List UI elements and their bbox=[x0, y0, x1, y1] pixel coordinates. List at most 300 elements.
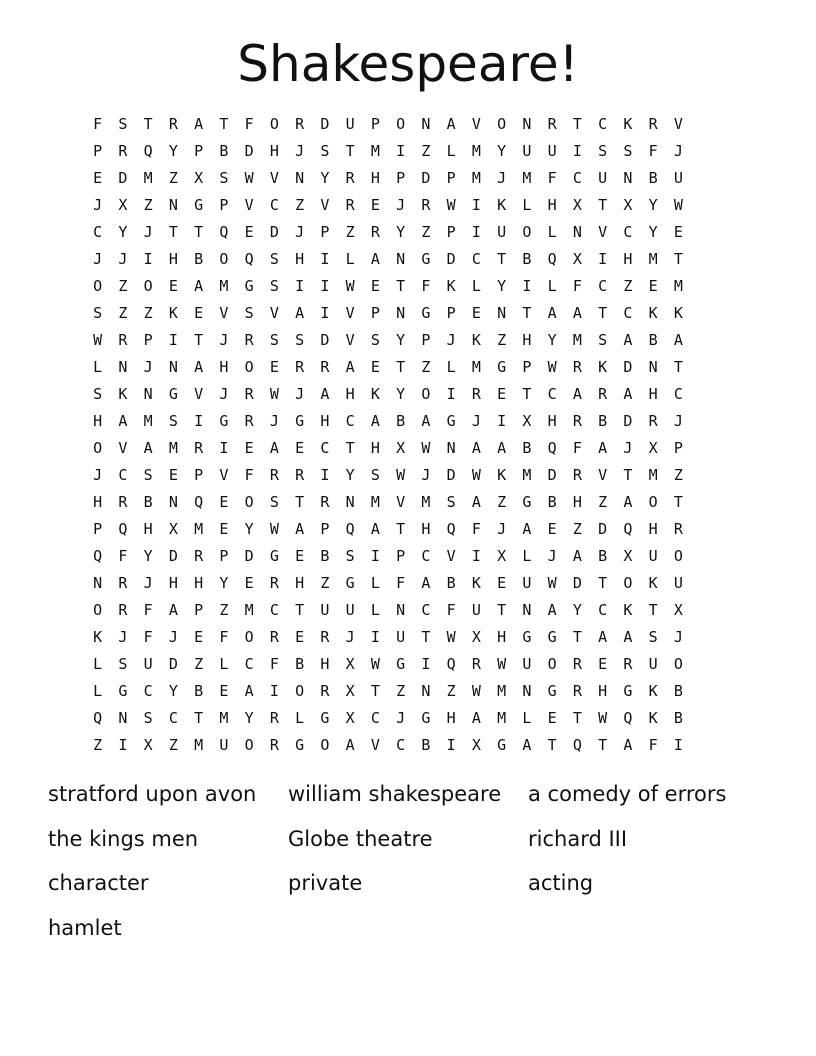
grid-letter: T bbox=[522, 385, 532, 403]
grid-letter: O bbox=[93, 277, 103, 295]
word-list-item: stratford upon avon bbox=[48, 782, 257, 806]
grid-letter: I bbox=[194, 412, 204, 430]
grid-letter: D bbox=[623, 358, 633, 376]
grid-row bbox=[85, 246, 691, 273]
grid-letter: K bbox=[497, 196, 507, 214]
grid-letter: G bbox=[269, 547, 279, 565]
grid-letter: A bbox=[623, 628, 633, 646]
grid-letter: V bbox=[269, 304, 279, 322]
grid-letter: G bbox=[168, 385, 178, 403]
grid-letter: O bbox=[648, 493, 658, 511]
grid-letter: S bbox=[143, 709, 153, 727]
grid-letter: R bbox=[269, 709, 279, 727]
grid-letter: L bbox=[522, 547, 532, 565]
grid-letter: J bbox=[623, 439, 633, 457]
grid-letter: N bbox=[446, 439, 456, 457]
grid-letter: P bbox=[194, 142, 204, 160]
grid-letter: H bbox=[648, 520, 658, 538]
grid-row bbox=[85, 462, 691, 489]
grid-letter: H bbox=[547, 412, 557, 430]
grid-letter: U bbox=[648, 547, 658, 565]
grid-letter: I bbox=[446, 385, 456, 403]
grid-letter: K bbox=[471, 331, 481, 349]
grid-letter: E bbox=[295, 439, 305, 457]
word-list-item: a comedy of errors bbox=[528, 782, 727, 806]
grid-letter: G bbox=[295, 736, 305, 754]
grid-letter: M bbox=[522, 169, 532, 187]
grid-letter: X bbox=[118, 196, 128, 214]
grid-letter: M bbox=[244, 601, 254, 619]
grid-letter: B bbox=[598, 412, 608, 430]
grid-letter: B bbox=[522, 250, 532, 268]
grid-letter: T bbox=[673, 250, 683, 268]
grid-letter: Z bbox=[396, 682, 406, 700]
grid-letter: D bbox=[118, 169, 128, 187]
grid-letter: V bbox=[269, 169, 279, 187]
grid-letter: R bbox=[295, 115, 305, 133]
grid-letter: Z bbox=[345, 223, 355, 241]
grid-letter: D bbox=[168, 655, 178, 673]
grid-letter: Z bbox=[623, 277, 633, 295]
grid-letter: P bbox=[194, 601, 204, 619]
grid-letter: C bbox=[168, 709, 178, 727]
grid-letter: J bbox=[118, 628, 128, 646]
grid-letter: E bbox=[219, 520, 229, 538]
grid-letter: R bbox=[244, 385, 254, 403]
grid-letter: C bbox=[421, 547, 431, 565]
grid-letter: W bbox=[421, 439, 431, 457]
grid-letter: J bbox=[673, 628, 683, 646]
grid-letter: G bbox=[219, 412, 229, 430]
grid-letter: K bbox=[168, 304, 178, 322]
grid-letter: L bbox=[522, 709, 532, 727]
grid-letter: S bbox=[219, 169, 229, 187]
grid-letter: H bbox=[623, 250, 633, 268]
grid-letter: A bbox=[194, 115, 204, 133]
grid-letter: A bbox=[370, 412, 380, 430]
grid-letter: T bbox=[168, 223, 178, 241]
grid-letter: U bbox=[345, 601, 355, 619]
grid-letter: R bbox=[244, 412, 254, 430]
grid-letter: P bbox=[194, 466, 204, 484]
grid-letter: O bbox=[547, 655, 557, 673]
grid-letter: S bbox=[370, 331, 380, 349]
grid-letter: O bbox=[244, 358, 254, 376]
grid-letter: Q bbox=[446, 655, 456, 673]
grid-letter: U bbox=[522, 142, 532, 160]
grid-row bbox=[85, 300, 691, 327]
grid-letter: D bbox=[446, 466, 456, 484]
grid-letter: P bbox=[143, 331, 153, 349]
grid-letter: V bbox=[118, 439, 128, 457]
grid-letter: O bbox=[623, 574, 633, 592]
grid-letter: M bbox=[194, 520, 204, 538]
grid-letter: A bbox=[421, 412, 431, 430]
grid-letter: F bbox=[572, 439, 582, 457]
grid-letter: H bbox=[370, 169, 380, 187]
letter-grid bbox=[85, 111, 691, 759]
grid-letter: H bbox=[370, 439, 380, 457]
grid-letter: A bbox=[547, 601, 557, 619]
grid-letter: L bbox=[370, 601, 380, 619]
grid-letter: T bbox=[598, 196, 608, 214]
grid-letter: R bbox=[421, 196, 431, 214]
grid-letter: T bbox=[295, 493, 305, 511]
grid-letter: A bbox=[118, 412, 128, 430]
grid-letter: E bbox=[547, 520, 557, 538]
word-list-item: hamlet bbox=[48, 915, 122, 940]
grid-letter: U bbox=[522, 574, 532, 592]
grid-letter: E bbox=[244, 439, 254, 457]
grid-letter: A bbox=[295, 304, 305, 322]
grid-letter: I bbox=[320, 466, 330, 484]
grid-letter: M bbox=[471, 169, 481, 187]
grid-letter: C bbox=[598, 115, 608, 133]
grid-letter: D bbox=[320, 331, 330, 349]
grid-letter: P bbox=[673, 439, 683, 457]
grid-letter: Q bbox=[194, 493, 204, 511]
grid-letter: A bbox=[471, 493, 481, 511]
grid-letter: F bbox=[269, 655, 279, 673]
grid-letter: I bbox=[598, 250, 608, 268]
grid-letter: T bbox=[673, 358, 683, 376]
grid-letter: F bbox=[143, 628, 153, 646]
grid-letter: R bbox=[320, 493, 330, 511]
grid-letter: K bbox=[598, 358, 608, 376]
grid-letter: E bbox=[370, 358, 380, 376]
grid-letter: R bbox=[648, 115, 658, 133]
grid-letter: O bbox=[673, 655, 683, 673]
grid-letter: W bbox=[446, 196, 456, 214]
grid-letter: M bbox=[143, 412, 153, 430]
grid-letter: V bbox=[219, 304, 229, 322]
grid-letter: S bbox=[168, 412, 178, 430]
grid-letter: Y bbox=[168, 142, 178, 160]
grid-letter: X bbox=[168, 520, 178, 538]
grid-letter: Y bbox=[345, 466, 355, 484]
grid-letter: V bbox=[396, 493, 406, 511]
grid-letter: U bbox=[396, 628, 406, 646]
grid-letter: B bbox=[421, 736, 431, 754]
grid-letter: L bbox=[370, 574, 380, 592]
grid-letter: D bbox=[244, 142, 254, 160]
grid-letter: M bbox=[370, 142, 380, 160]
grid-letter: H bbox=[143, 520, 153, 538]
grid-letter: Z bbox=[320, 574, 330, 592]
grid-letter: E bbox=[168, 277, 178, 295]
grid-letter: Z bbox=[118, 277, 128, 295]
grid-letter: T bbox=[623, 466, 633, 484]
grid-letter: A bbox=[522, 736, 532, 754]
grid-letter: Q bbox=[143, 142, 153, 160]
grid-letter: S bbox=[345, 547, 355, 565]
grid-letter: J bbox=[118, 250, 128, 268]
grid-letter: I bbox=[522, 277, 532, 295]
grid-letter: R bbox=[118, 142, 128, 160]
grid-row bbox=[85, 489, 691, 516]
grid-letter: R bbox=[572, 412, 582, 430]
grid-letter: O bbox=[93, 601, 103, 619]
grid-letter: W bbox=[244, 169, 254, 187]
grid-letter: A bbox=[623, 736, 633, 754]
grid-letter: B bbox=[648, 331, 658, 349]
word-list-item: william shakespeare bbox=[288, 782, 502, 806]
grid-letter: W bbox=[446, 628, 456, 646]
grid-letter: Y bbox=[320, 169, 330, 187]
grid-letter: X bbox=[648, 439, 658, 457]
grid-letter: F bbox=[547, 169, 557, 187]
grid-letter: T bbox=[194, 709, 204, 727]
grid-letter: L bbox=[547, 223, 557, 241]
grid-letter: Z bbox=[194, 655, 204, 673]
grid-letter: A bbox=[370, 250, 380, 268]
grid-letter: H bbox=[648, 385, 658, 403]
grid-letter: U bbox=[345, 115, 355, 133]
grid-letter: R bbox=[547, 115, 557, 133]
grid-letter: Q bbox=[118, 520, 128, 538]
grid-letter: J bbox=[93, 196, 103, 214]
grid-letter: N bbox=[168, 358, 178, 376]
grid-row bbox=[85, 678, 691, 705]
grid-letter: Y bbox=[396, 223, 406, 241]
grid-letter: I bbox=[497, 412, 507, 430]
grid-row bbox=[85, 138, 691, 165]
grid-letter: T bbox=[598, 304, 608, 322]
grid-letter: T bbox=[497, 250, 507, 268]
grid-letter: G bbox=[345, 574, 355, 592]
grid-letter: S bbox=[118, 115, 128, 133]
grid-letter: M bbox=[471, 142, 481, 160]
grid-letter: Q bbox=[623, 709, 633, 727]
grid-letter: D bbox=[244, 547, 254, 565]
grid-letter: T bbox=[396, 277, 406, 295]
grid-letter: Y bbox=[572, 601, 582, 619]
grid-letter: B bbox=[547, 493, 557, 511]
grid-letter: M bbox=[572, 331, 582, 349]
grid-letter: R bbox=[320, 628, 330, 646]
grid-letter: I bbox=[168, 331, 178, 349]
grid-letter: R bbox=[168, 115, 178, 133]
grid-letter: S bbox=[143, 466, 153, 484]
grid-row bbox=[85, 624, 691, 651]
grid-letter: K bbox=[648, 304, 658, 322]
grid-letter: K bbox=[648, 682, 658, 700]
grid-letter: W bbox=[471, 682, 481, 700]
grid-letter: T bbox=[370, 682, 380, 700]
grid-letter: B bbox=[673, 682, 683, 700]
grid-letter: H bbox=[194, 574, 204, 592]
grid-letter: S bbox=[93, 304, 103, 322]
grid-letter: S bbox=[295, 331, 305, 349]
grid-letter: O bbox=[320, 736, 330, 754]
grid-letter: C bbox=[421, 601, 431, 619]
grid-letter: O bbox=[143, 277, 153, 295]
grid-letter: F bbox=[93, 115, 103, 133]
grid-letter: K bbox=[623, 115, 633, 133]
grid-letter: K bbox=[471, 574, 481, 592]
grid-letter: Y bbox=[118, 223, 128, 241]
grid-letter: F bbox=[118, 547, 128, 565]
grid-letter: A bbox=[572, 547, 582, 565]
grid-letter: G bbox=[295, 412, 305, 430]
grid-letter: B bbox=[648, 169, 658, 187]
grid-letter: H bbox=[168, 574, 178, 592]
grid-letter: C bbox=[244, 655, 254, 673]
grid-row bbox=[85, 597, 691, 624]
grid-letter: Z bbox=[93, 736, 103, 754]
grid-letter: L bbox=[93, 358, 103, 376]
grid-letter: B bbox=[219, 142, 229, 160]
grid-letter: I bbox=[471, 547, 481, 565]
grid-letter: H bbox=[269, 142, 279, 160]
grid-letter: W bbox=[471, 466, 481, 484]
grid-letter: L bbox=[345, 250, 355, 268]
grid-letter: Z bbox=[421, 223, 431, 241]
grid-letter: W bbox=[547, 358, 557, 376]
grid-letter: J bbox=[143, 358, 153, 376]
grid-letter: O bbox=[673, 547, 683, 565]
grid-letter: T bbox=[497, 601, 507, 619]
grid-letter: R bbox=[194, 547, 204, 565]
grid-letter: T bbox=[219, 115, 229, 133]
grid-letter: F bbox=[421, 277, 431, 295]
grid-letter: N bbox=[118, 709, 128, 727]
grid-letter: S bbox=[370, 466, 380, 484]
grid-row bbox=[85, 705, 691, 732]
grid-letter: S bbox=[320, 142, 330, 160]
grid-letter: A bbox=[370, 520, 380, 538]
grid-letter: G bbox=[320, 709, 330, 727]
grid-letter: M bbox=[497, 682, 507, 700]
grid-letter: B bbox=[396, 412, 406, 430]
grid-letter: Q bbox=[93, 709, 103, 727]
grid-letter: Z bbox=[673, 466, 683, 484]
grid-letter: V bbox=[673, 115, 683, 133]
grid-row bbox=[85, 273, 691, 300]
grid-letter: V bbox=[345, 304, 355, 322]
grid-letter: L bbox=[446, 142, 456, 160]
grid-letter: N bbox=[572, 223, 582, 241]
grid-letter: I bbox=[320, 277, 330, 295]
grid-letter: J bbox=[93, 250, 103, 268]
grid-letter: N bbox=[522, 115, 532, 133]
grid-letter: X bbox=[396, 439, 406, 457]
grid-letter: M bbox=[648, 466, 658, 484]
grid-letter: V bbox=[370, 736, 380, 754]
grid-letter: N bbox=[143, 385, 153, 403]
grid-letter: J bbox=[295, 223, 305, 241]
grid-letter: H bbox=[547, 196, 557, 214]
grid-letter: H bbox=[295, 574, 305, 592]
grid-letter: R bbox=[673, 520, 683, 538]
grid-letter: T bbox=[598, 736, 608, 754]
grid-letter: Q bbox=[623, 520, 633, 538]
grid-letter: V bbox=[471, 115, 481, 133]
grid-letter: U bbox=[547, 142, 557, 160]
word-list-item: private bbox=[288, 871, 363, 895]
grid-letter: R bbox=[269, 736, 279, 754]
grid-letter: Z bbox=[168, 169, 178, 187]
grid-letter: E bbox=[370, 277, 380, 295]
grid-letter: J bbox=[673, 142, 683, 160]
word-list-item: acting bbox=[528, 871, 594, 895]
grid-letter: N bbox=[421, 682, 431, 700]
grid-letter: G bbox=[421, 709, 431, 727]
grid-letter: T bbox=[194, 223, 204, 241]
grid-letter: L bbox=[522, 196, 532, 214]
grid-letter: T bbox=[345, 142, 355, 160]
grid-letter: Y bbox=[497, 277, 507, 295]
grid-letter: K bbox=[497, 466, 507, 484]
grid-letter: C bbox=[623, 223, 633, 241]
grid-letter: G bbox=[623, 682, 633, 700]
grid-letter: U bbox=[471, 601, 481, 619]
grid-letter: I bbox=[396, 142, 406, 160]
grid-letter: F bbox=[648, 736, 658, 754]
grid-letter: D bbox=[547, 466, 557, 484]
grid-letter: Q bbox=[446, 520, 456, 538]
grid-letter: F bbox=[143, 601, 153, 619]
grid-letter: T bbox=[547, 736, 557, 754]
grid-letter: N bbox=[168, 196, 178, 214]
grid-letter: R bbox=[269, 574, 279, 592]
grid-letter: M bbox=[219, 277, 229, 295]
grid-letter: I bbox=[471, 196, 481, 214]
grid-letter: V bbox=[598, 223, 608, 241]
grid-letter: A bbox=[194, 358, 204, 376]
grid-letter: H bbox=[421, 520, 431, 538]
grid-row bbox=[85, 732, 691, 759]
grid-letter: Z bbox=[118, 304, 128, 322]
grid-letter: M bbox=[471, 358, 481, 376]
grid-letter: A bbox=[522, 520, 532, 538]
grid-letter: X bbox=[471, 628, 481, 646]
grid-letter: X bbox=[673, 601, 683, 619]
grid-letter: P bbox=[320, 520, 330, 538]
word-list-item: the kings men bbox=[48, 826, 199, 851]
grid-letter: X bbox=[522, 412, 532, 430]
grid-letter: C bbox=[143, 682, 153, 700]
grid-letter: A bbox=[598, 628, 608, 646]
page-title: Shakespeare! bbox=[237, 35, 579, 93]
grid-letter: W bbox=[673, 196, 683, 214]
grid-letter: N bbox=[93, 574, 103, 592]
grid-letter: T bbox=[572, 628, 582, 646]
grid-letter: C bbox=[370, 709, 380, 727]
grid-letter: G bbox=[194, 196, 204, 214]
grid-letter: A bbox=[471, 709, 481, 727]
grid-letter: S bbox=[598, 331, 608, 349]
grid-letter: R bbox=[269, 628, 279, 646]
grid-letter: E bbox=[673, 223, 683, 241]
grid-row bbox=[85, 165, 691, 192]
grid-letter: I bbox=[471, 223, 481, 241]
grid-letter: T bbox=[572, 709, 582, 727]
grid-letter: J bbox=[547, 547, 557, 565]
grid-letter: D bbox=[572, 574, 582, 592]
grid-letter: V bbox=[598, 466, 608, 484]
grid-letter: M bbox=[421, 493, 431, 511]
grid-letter: S bbox=[623, 142, 633, 160]
grid-letter: V bbox=[244, 196, 254, 214]
grid-letter: R bbox=[572, 466, 582, 484]
grid-letter: Z bbox=[497, 331, 507, 349]
grid-letter: M bbox=[497, 709, 507, 727]
grid-letter: M bbox=[673, 277, 683, 295]
grid-letter: A bbox=[623, 331, 633, 349]
grid-row bbox=[85, 354, 691, 381]
grid-letter: K bbox=[118, 385, 128, 403]
